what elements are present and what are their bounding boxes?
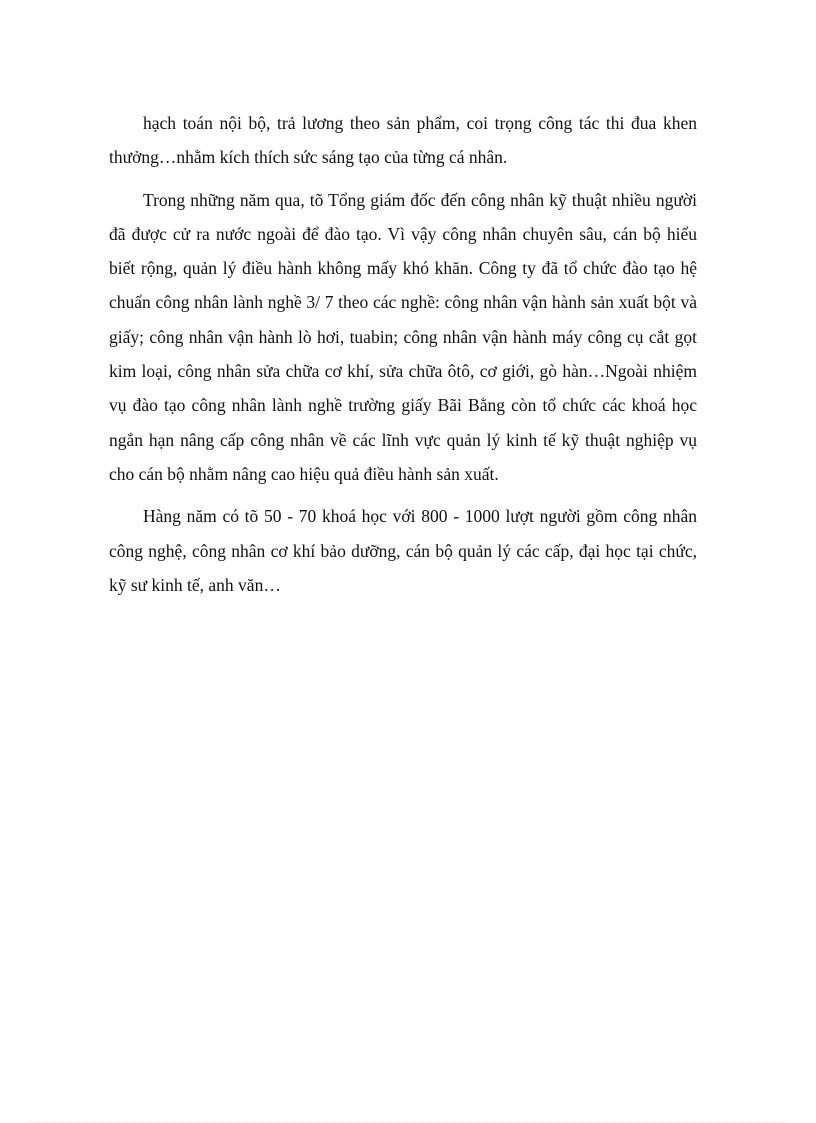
paragraph-2: Trong những năm qua, tõ Tổng giám đốc đến công nhân kỹ thuật nhiều người đã được cử ra nước ngoài để đào tạo. Vì vậy công nhân chuyên sâu, cán bộ hiểu biết rộng, quản lý điều hành không mấy khó khăn. Công ty đã tổ chức đào tạo hệ chuẩn công nhân lành nghề 3/ 7 theo các nghề: công nhân vận hành sản xuất bột và giấy; công nhân vận hành lò hơi, tuabin; công nhân vận hành máy công cụ cắt gọt kim loại, công nhân sửa chữa cơ khí, sửa chữa ôtô, cơ giới, gò hàn…Ngoài nhiệm vụ đào tạo công nhân lành nghề trường giấy Bãi Bằng còn tổ chức các khoá học ngắn hạn nâng cấp công nhân về các lĩnh vực quản lý kinh tế kỹ thuật nghiệp vụ cho cán bộ nhằm nâng cao hiệu quả điều hành sản xuất. (109, 189, 697, 484)
document-body (109, 106, 697, 610)
paragraph-1: hạch toán nội bộ, trả lương theo sản phẩm, coi trọng công tác thi đua khen thưởng…nhằm kích thích sức sáng tạo của từng cá nhân. (109, 113, 697, 168)
paragraph-3: Hàng năm có tõ 50 - 70 khoá học với 800 - 1000 lượt người gồm công nhân công nghệ, công nhân cơ khí bảo dưỡng, cán bộ quản lý các cấp, đại học tại chức, kỹ sư kinh tế, anh văn… (109, 506, 697, 595)
page-bottom-divider (28, 1121, 788, 1122)
